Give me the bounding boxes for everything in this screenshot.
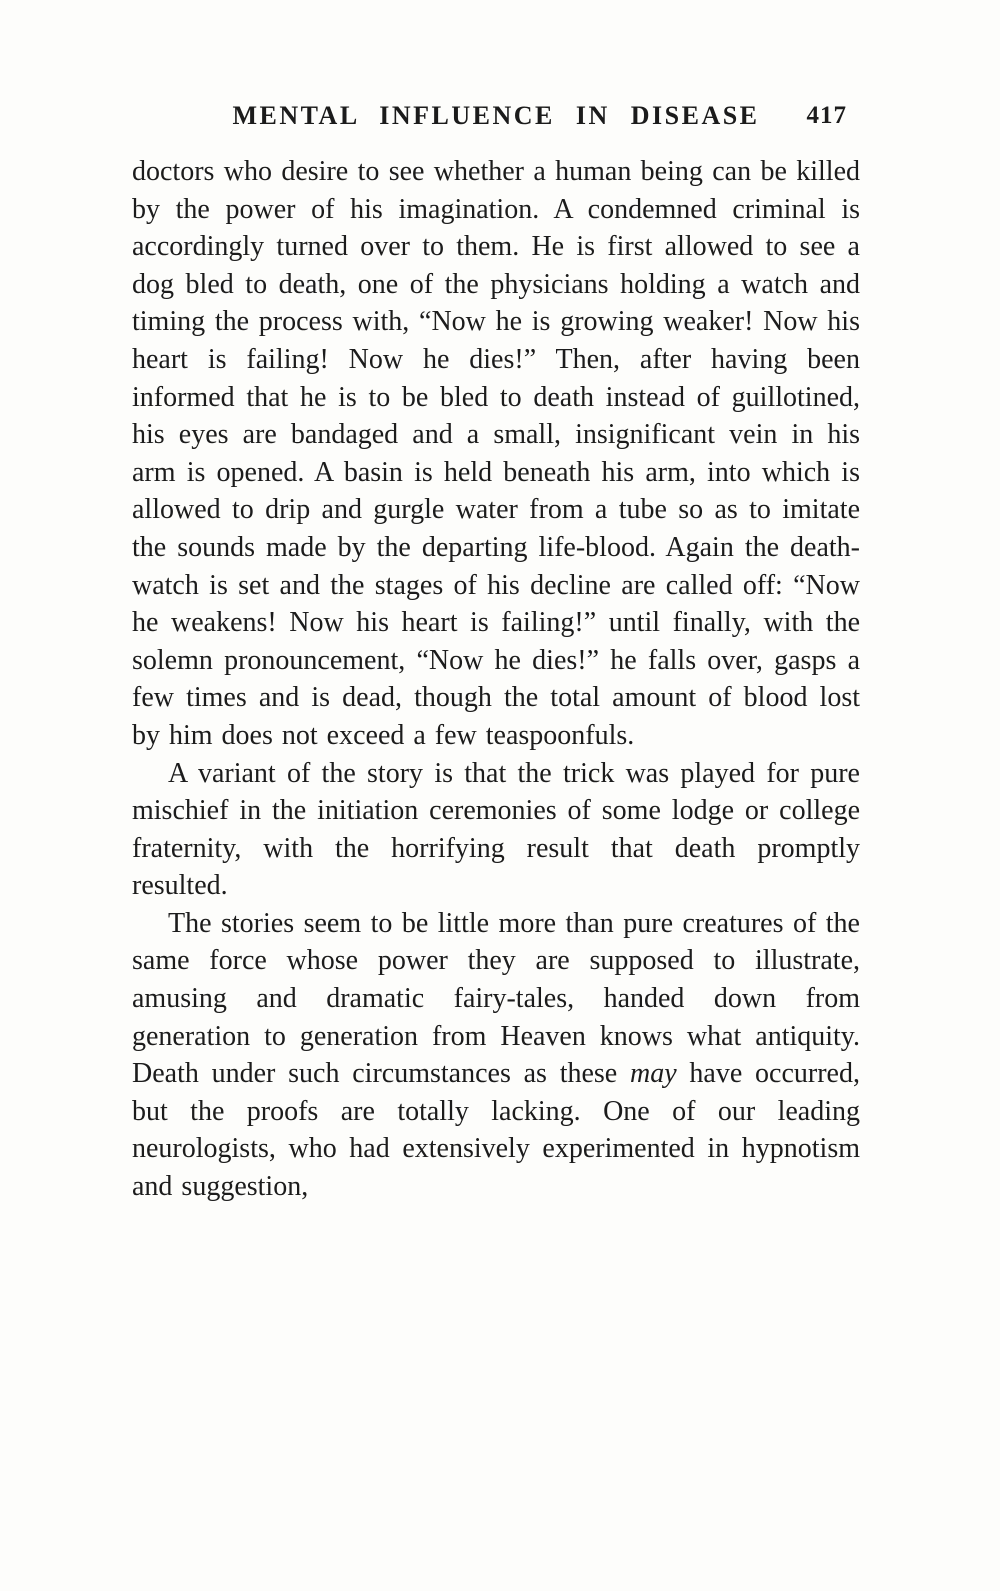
paragraph	[132, 905, 860, 1206]
paragraph	[132, 153, 860, 755]
text-segment: A variant of the story is that the trick was played for pure mischief in the initiation ceremonies of some lodge or college fraternity, with the horrifying result that death promptly resulted.	[132, 757, 860, 902]
text-segment: have occurred, but the proofs are totally lacking. One of our leading neurologists, who had extensively experimented in hypnotism and suggestion,	[132, 1058, 860, 1203]
page-number: 417	[806, 102, 847, 129]
text-segment: The stories seem to be little more than pure creatures of the same force whose power they are supposed to illustrate, amusing and dramatic fairy-tales, handed down from generation to generation from Heaven knows what antiquity. Death under such circumstances as these	[132, 907, 860, 1090]
text-segment: doctors who desire to see whether a human being can be killed by the power of his imagination. A condemned criminal is accordingly turned over to them. He is first allowed to see a dog bled to death, one of the physicians holding a watch and timing the process with, “Now he is growing weaker! Now his heart is failing! Now he dies!” Then, after having been informed that he is to be bled to death instead of guillotined, his eyes are bandaged and a small, insignificant vein in his arm is opened. A basin is held beneath his arm, into which is allowed to drip and gurgle water from a tube so as to imitate the sounds made by the departing life-blood. Again the death-watch is set and the stages of his decline are called off: “Now he weakens! Now his heart is failing!” until finally, with the solemn pronouncement, “Now he dies!” he falls over, gasps a few times and is dead, though the total amount of blood lost by him does not exceed a few teaspoonfuls.	[132, 156, 860, 751]
page-body	[132, 153, 860, 1206]
running-header	[132, 101, 860, 135]
running-header-title: MENTAL INFLUENCE IN DISEASE	[232, 101, 760, 130]
paragraph	[132, 755, 860, 905]
italic-text: may	[630, 1058, 677, 1090]
